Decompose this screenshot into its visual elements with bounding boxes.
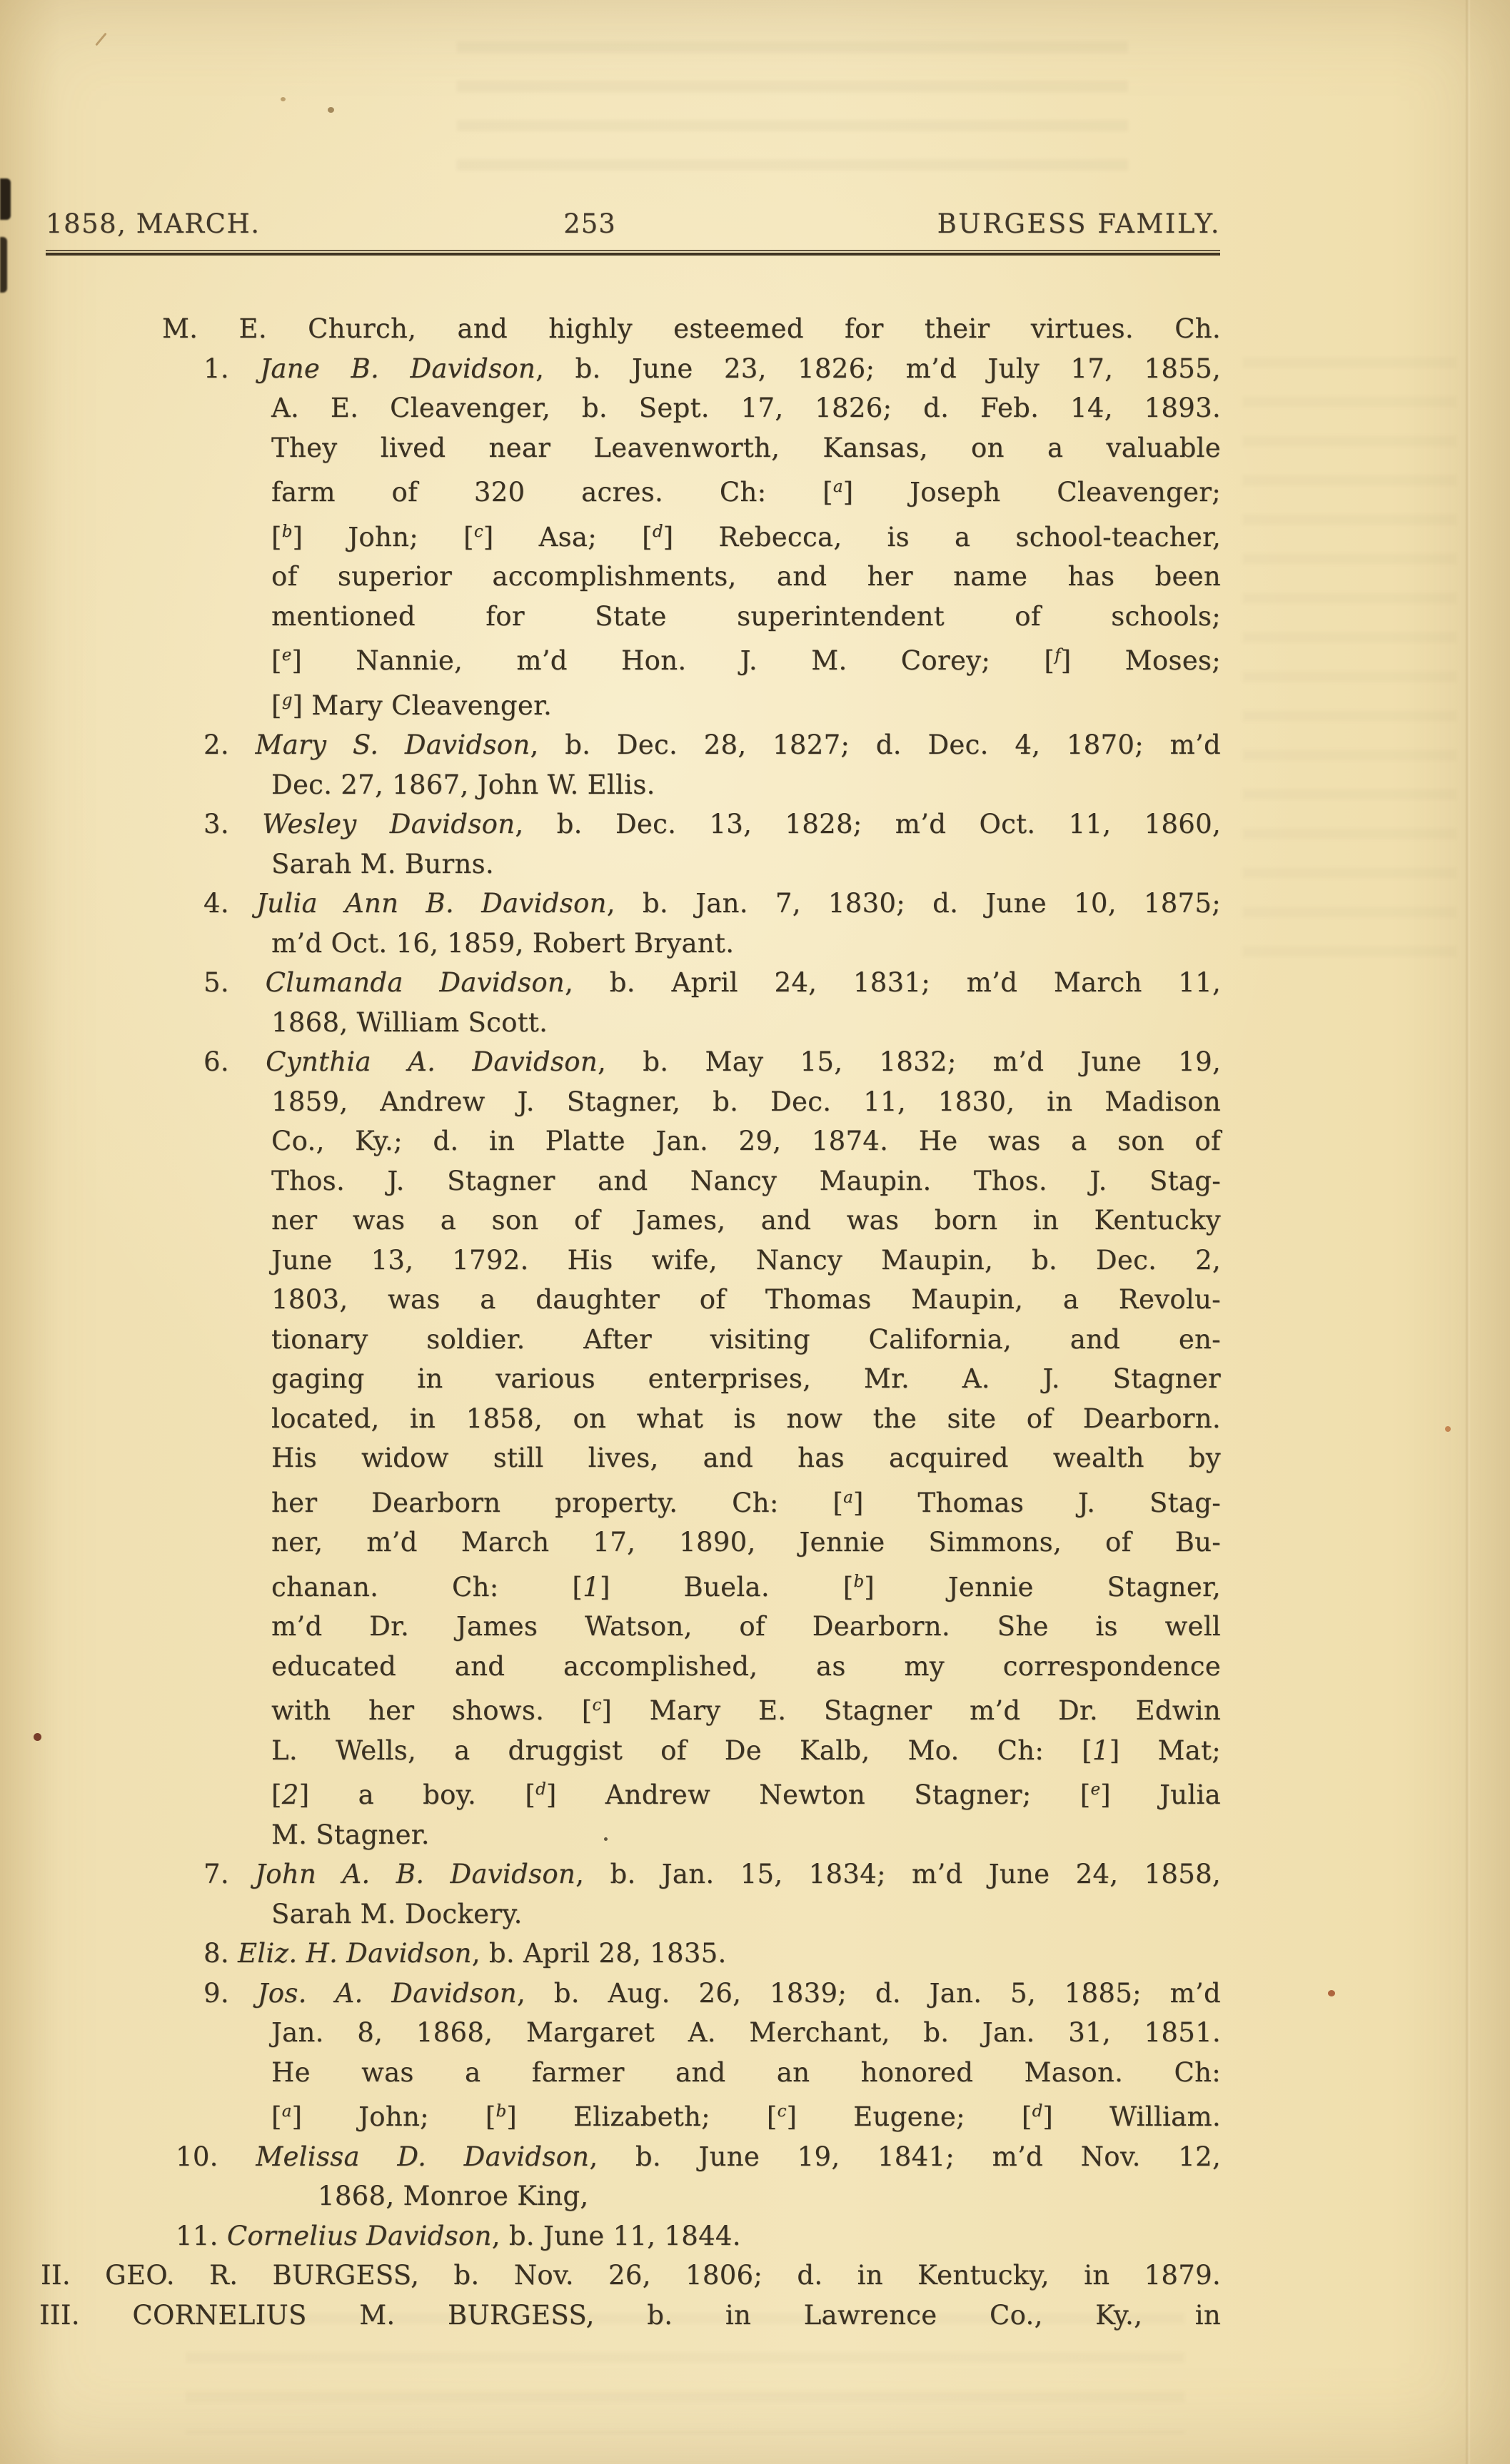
text-line: M. Stagner.: [271, 1819, 430, 1850]
text-line: 3. Wesley Davidson, b. Dec. 13, 1828; m’d Oct. 11, 1860,: [203, 809, 1222, 839]
text-line: located, in 1858, on what is now the site of Dearborn.: [271, 1403, 1221, 1434]
text-line: m’d Oct. 16, 1859, Robert Bryant.: [271, 927, 735, 959]
text-line: Thos. J. Stagner and Nancy Maupin. Thos. J. Stag-: [271, 1165, 1221, 1196]
text-line: educated and accomplished, as my correspondence: [271, 1650, 1221, 1682]
text-line: III. CORNELIUS M. BURGESS, b. in Lawrence Co., Ky., in: [39, 2299, 1221, 2331]
scan-edge-mark: [0, 178, 11, 220]
text-line: M. E. Church, and highly esteemed for their virtues. Ch.: [162, 313, 1221, 344]
text-line: Co., Ky.; d. in Platte Jan. 29, 1874. He was a son of: [271, 1126, 1221, 1156]
rust-speck: [1328, 1990, 1335, 1996]
text-line: June 13, 1792. His wife, Nancy Maupin, b. Dec. 2,: [271, 1244, 1221, 1276]
paper-speck: [95, 33, 106, 46]
paper-crease: [1465, 0, 1471, 2464]
page-number: 253: [563, 208, 616, 239]
text-line: 5. Clumanda Davidson, b. April 24, 1831; m’d March 11,: [203, 967, 1222, 998]
rust-speck: [1445, 1426, 1451, 1432]
text-line: His widow still lives, and has acquired wealth by: [271, 1443, 1221, 1473]
paper-speck: [281, 97, 286, 101]
text-line: ner, m’d March 17, 1890, Jennie Simmons, of Bu-: [271, 1527, 1221, 1557]
text-line: m’d Dr. James Watson, of Dearborn. She is well: [271, 1611, 1221, 1642]
text-line: [$^g$] Mary Cleavenger.: [271, 690, 553, 721]
text-line: 10. Melissa D. Davidson, b. June 19, 1841; m’d Nov. 12,: [176, 2141, 1222, 2172]
text-line: [$^e$] Nannie, m’d Hon. J. M. Corey; [$^f$] Moses;: [271, 645, 1221, 676]
paper-speck: [328, 107, 334, 113]
text-line: tionary soldier. After visiting California, and en-: [271, 1323, 1221, 1355]
text-line: 11. Cornelius Davidson, b. June 11, 1844.: [176, 2220, 741, 2251]
text-line: 7. John A. B. Davidson, b. Jan. 15, 1834; m’d June 24, 1858,: [203, 1859, 1221, 1889]
bleed-through-patch: [1242, 357, 1456, 985]
text-line: 1868, Monroe King,: [318, 2181, 589, 2211]
header-family-title: BURGESS FAMILY.: [937, 208, 1221, 239]
text-line: 1803, was a daughter of Thomas Maupin, a Revolu-: [271, 1284, 1221, 1315]
header-date: 1858, MARCH.: [46, 208, 261, 239]
text-line: 1859, Andrew J. Stagner, b. Dec. 11, 1830, in Madison: [271, 1086, 1221, 1117]
text-line: 8. Eliz. H. Davidson, b. April 28, 1835.: [203, 1938, 727, 1969]
text-line: Sarah M. Burns.: [271, 848, 494, 879]
text-line: gaging in various enterprises, Mr. A. J. Stagner: [271, 1363, 1221, 1394]
text-line: He was a farmer and an honored Mason. Ch:: [271, 2056, 1221, 2088]
text-line: Jan. 8, 1868, Margaret A. Merchant, b. Jan. 31, 1851.: [271, 2017, 1221, 2048]
page-header: [39, 208, 1221, 243]
text-line: 9. Jos. A. Davidson, b. Aug. 26, 1839; d. Jan. 5, 1885; m’d: [203, 1977, 1222, 2009]
text-line: II. GEO. R. BURGESS, b. Nov. 26, 1806; d. in Kentucky, in 1879.: [41, 2260, 1221, 2291]
text-line: [$^a$] John; [$^b$] Elizabeth; [$^c$] Eugene; [$^d$] William.: [271, 2101, 1221, 2132]
bleed-through-patch: [457, 41, 1128, 181]
text-line: 4. Julia Ann B. Davidson, b. Jan. 7, 1830; d. June 10, 1875;: [203, 888, 1222, 919]
header-rule: [46, 250, 1220, 256]
text-line: They lived near Leavenworth, Kansas, on a valuable: [271, 432, 1221, 463]
text-line: with her shows. [$^c$] Mary E. Stagner m’d Dr. Edwin: [271, 1695, 1221, 1726]
text-line: 6. Cynthia A. Davidson, b. May 15, 1832; m’d June 19,: [203, 1046, 1222, 1077]
text-line: 2. Mary S. Davidson, b. Dec. 28, 1827; d. Dec. 4, 1870; m’d: [203, 729, 1221, 760]
text-line: A. E. Cleavenger, b. Sept. 17, 1826; d. Feb. 14, 1893.: [271, 393, 1221, 423]
text-line: chanan. Ch: [1] Buela. [$^b$] Jennie Stagner,: [271, 1571, 1221, 1602]
scan-edge-mark: [0, 237, 7, 293]
page-body: [39, 309, 1221, 2335]
text-line: ner was a son of James, and was born in Kentucky: [271, 1205, 1221, 1236]
text-line: her Dearborn property. Ch: [$^a$] Thomas J. Stag-: [271, 1487, 1221, 1518]
text-line: L. Wells, a druggist of De Kalb, Mo. Ch: [1] Mat;: [271, 1735, 1221, 1766]
text-line: [$^b$] John; [$^c$] Asa; [$^d$] Rebecca, is a school-teacher,: [271, 521, 1221, 552]
text-line: mentioned for State superintendent of schools;: [271, 600, 1221, 632]
text-line: farm of 320 acres. Ch: [$^a$] Joseph Cleavenger;: [271, 477, 1221, 508]
text-line: of superior accomplishments, and her name has been: [271, 561, 1221, 592]
text-line: Sarah M. Dockery.: [271, 1898, 523, 1929]
text-line: [2] a boy. [$^d$] Andrew Newton Stagner; [$^e$] Julia: [271, 1779, 1221, 1810]
text-line: 1. Jane B. Davidson, b. June 23, 1826; m’d July 17, 1855,: [203, 353, 1221, 384]
text-line: Dec. 27, 1867, John W. Ellis.: [271, 769, 655, 800]
text-line: 1868, William Scott.: [271, 1006, 548, 1038]
